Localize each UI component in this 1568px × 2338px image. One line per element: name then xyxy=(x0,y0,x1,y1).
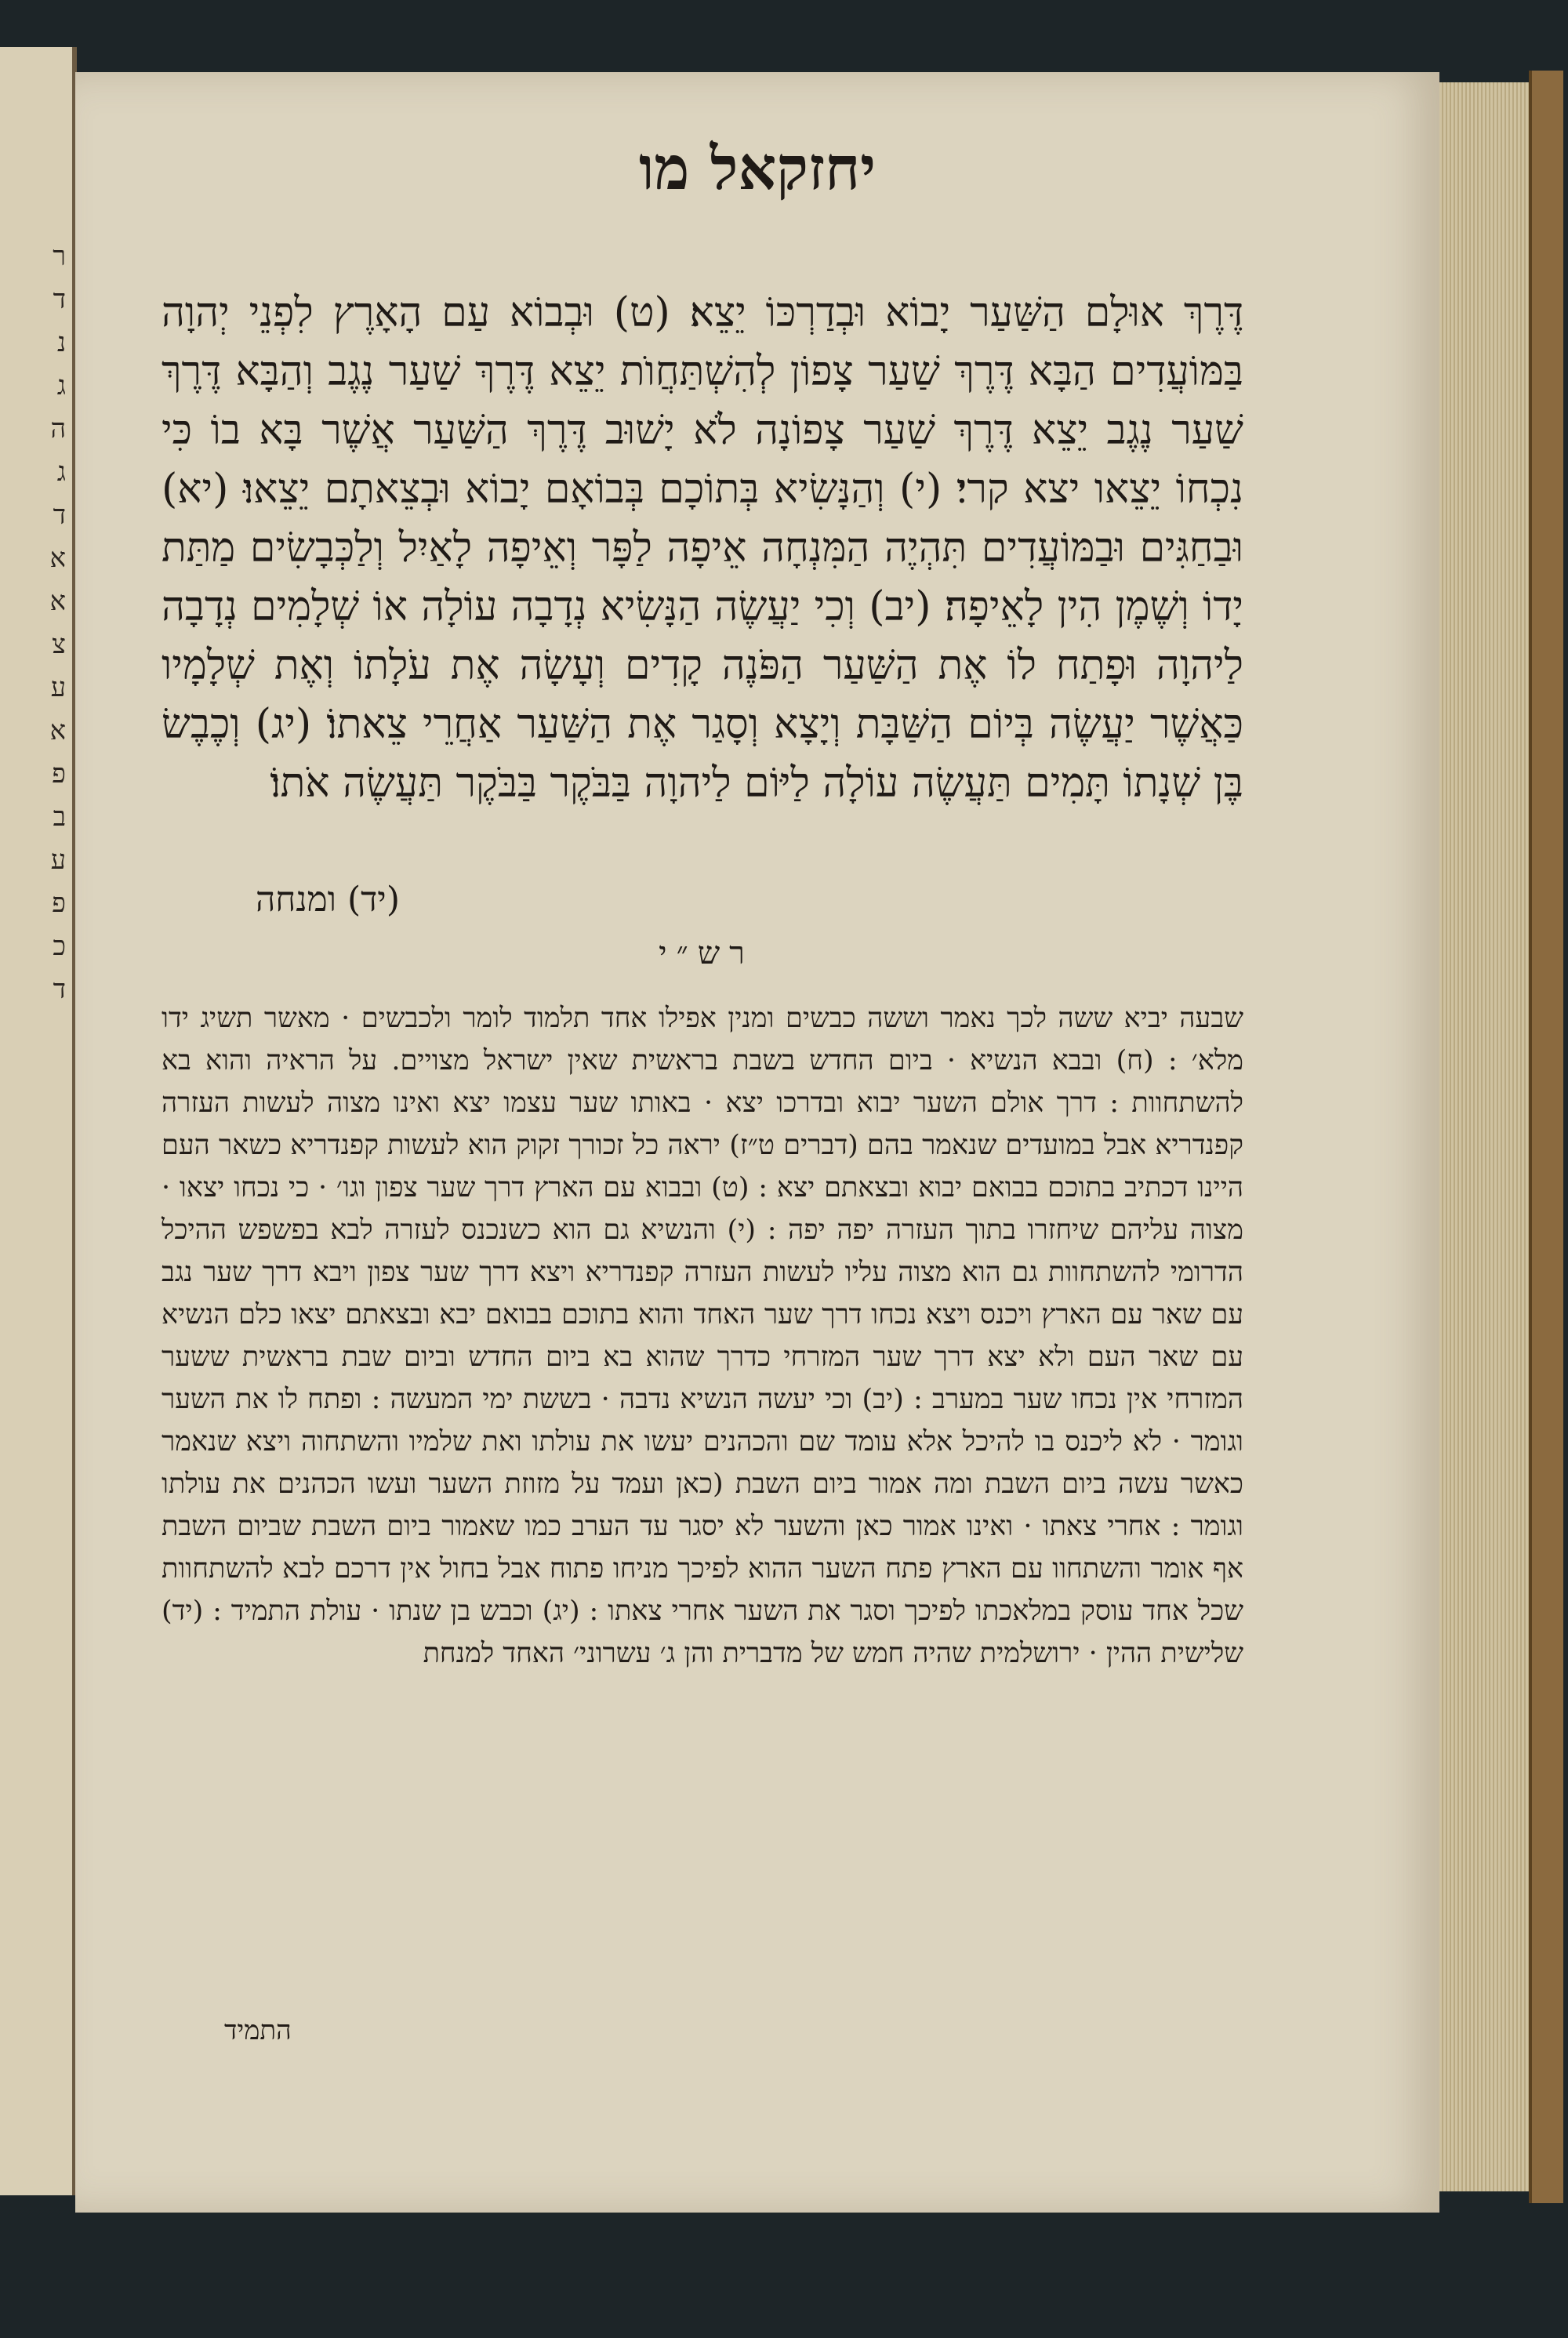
facing-page-fragment: ד xyxy=(53,499,66,531)
facing-page-fragment: פ xyxy=(52,888,66,919)
facing-page-fragment: ה xyxy=(50,413,66,445)
facing-page-fragment: ר xyxy=(53,241,66,272)
facing-page-fragment: פ xyxy=(52,758,66,790)
facing-page-fragment: א xyxy=(49,586,66,617)
facing-page-fragment: ב xyxy=(53,801,66,833)
commentary-heading: רש״י xyxy=(659,935,754,971)
facing-page-text-fragments xyxy=(19,235,66,1011)
commentary-text-block: שבעה יביא ששה לכך נאמר וששה כבשים ומנין אפילו אחד תלמוד לומר ולכבשים · מאשר תשיג ידו מלא׳ : (ח) ובבא הנשיא · ביום החדש בשבת בראשית שאין ישראל מצויים. על הראיה והוא בא להשתחוות : דרך אולם השער יבוא ובדרכו יצא · באותו שער עצמו יצא ואינו מצוה לעשות העזרה קפנדריא אבל במועדים שנאמר בהם (דברים ט״ז) יראה כל זכורך זקוק הוא לעשות קפנדריא כשאר העם היינו דכתיב בתוכם בבואם יבוא ובצאתם יצא : (ט) ובבוא עם הארץ דרך שער צפון וגו׳ · כי נכחו יצאו · מצוה עליהם שיחזרו בתוך העזרה יפה יפה : (י) והנשיא גם הוא כשנכנס לעזרה לבא בפשפש ההיכל הדרומי להשתחוות גם הוא מצוה עליו לעשות העזרה קפנדריא ויצא דרך שער צפון ויבא דרך שער נגב עם שאר עם הארץ ויכנס ויצא נכחו דרך שער האחד והוא בתוכם בבואם יבא ובצאתם יצאו כלם הנשיא עם שאר העם ולא יצא דרך שער המזרחי כדרך שהוא בא ביום החדש וביום שבת בראשית ששער המזרחי אין נכחו שער במערב : (יב) וכי יעשה הנשיא נדבה · בששת ימי המעשה : ופתח לו את השער וגומר · לא ליכנס בו להיכל אלא עומד שם והכהנים יעשו את עולתו ואת שלמיו והשתחוה ויצא שנאמר כאשר עשה ביום השבת ומה אמור ביום השבת (כאן ועמד על מזוזת השער ועשו הכהנים את עולתו וגומר : אחרי צאתו · ואינו אמור כאן והשער לא יסגר עד הערב כמו שאמור ביום השבת שביום השבת אף אומר והשתחוו עם הארץ פתח השער ההוא לפיכך מניחו פתוח אבל בחול אין דרכם לבא להשתחוות שכל אחד עוסק במלאכתו לפיכך וסגר את השער אחרי צאתו : (יג) וכבש בן שנתו · עולת התמיד : (יד) שלישית ההין · ירושלמית שהיה חמש של מדברית והן ג׳ עשרוני׳ האחד למנחת xyxy=(162,1003,1243,1669)
page-running-header: יחזקאל מו xyxy=(638,133,877,203)
book-page xyxy=(75,72,1439,2213)
facing-page-edge xyxy=(0,47,77,2195)
facing-page-fragment: צ xyxy=(52,629,66,660)
commentary-catchword: התמיד xyxy=(224,2015,292,2046)
facing-page-fragment: ע xyxy=(50,844,66,876)
facing-page-fragment: א xyxy=(49,715,66,746)
facing-page-fragment: כ xyxy=(53,931,66,962)
main-text-block: דֶּרֶךְ אוּלָם הַשַּׁעַר יָבוֹא וּבְדַרְכּוֹ יֵצֵא׃ (ט) וּבְבוֹא עַם הָאָרֶץ לִפְנֵי יְהוָה בַּמּוֹעֲדִים הַבָּא דֶּרֶךְ שַׁעַר צָפוֹן לְהִשְׁתַּחֲוֺת יֵצֵא דֶּרֶךְ שַׁעַר נֶגֶב וְהַבָּא דֶּרֶךְ שַׁעַר נֶגֶב יֵצֵא דֶּרֶךְ שַׁעַר צָפוֹנָה לֹא יָשׁוּב דֶּרֶךְ הַשַּׁעַר אֲשֶׁר בָּא בוֹ כִּי נִכְחוֹ יֵצֵאו יצא קרי׃ (י) וְהַנָּשִׂיא בְּתוֹכָם בְּבוֹאָם יָבוֹא וּבְצֵאתָם יֵצֵאוּ׃ (יא) וּבַחַגִּים וּבַמּוֹעֲדִים תִּהְיֶה הַמִּנְחָה אֵיפָה לַפָּר וְאֵיפָה לָאַיִל וְלַכְּבָשִׂים מַתַּת יָדוֹ וְשֶׁמֶן הִין לָאֵיפָה׃ (יב) וְכִי יַעֲשֶׂה הַנָּשִׂיא נְדָבָה עוֹלָה אוֹ שְׁלָמִים נְדָבָה לַיהוָה וּפָתַח לוֹ אֶת הַשַּׁעַר הַפֹּנֶה קָדִים וְעָשָׂה אֶת עֹלָתוֹ וְאֶת שְׁלָמָיו כַּאֲשֶׁר יַעֲשֶׂה בְּיוֹם הַשַּׁבָּת וְיָצָא וְסָגַר אֶת הַשַּׁעַר אַחֲרֵי צֵאתוֹ׃ (יג) וְכֶבֶשׂ בֶּן שְׁנָתוֹ תָּמִים תַּעֲשֶׂה עוֹלָה לַיּוֹם לַיהוָה בַּבֹּקֶר בַּבֹּקֶר תַּעֲשֶׂה אֹתוֹ׃ xyxy=(162,289,1243,807)
book-cover-edge xyxy=(1529,71,1563,2203)
page-block-fore-edge xyxy=(1439,82,1534,2191)
facing-page-fragment: ד xyxy=(53,974,66,1005)
facing-page-fragment: נ xyxy=(56,327,66,358)
facing-page-fragment: ג xyxy=(56,456,66,488)
facing-page-fragment: ג xyxy=(56,370,66,401)
facing-page-fragment: ד xyxy=(53,284,66,315)
facing-page-fragment: א xyxy=(49,543,66,574)
facing-page-fragment: ע xyxy=(50,672,66,703)
main-text-catchword: (יד) ומנחה xyxy=(256,880,401,920)
